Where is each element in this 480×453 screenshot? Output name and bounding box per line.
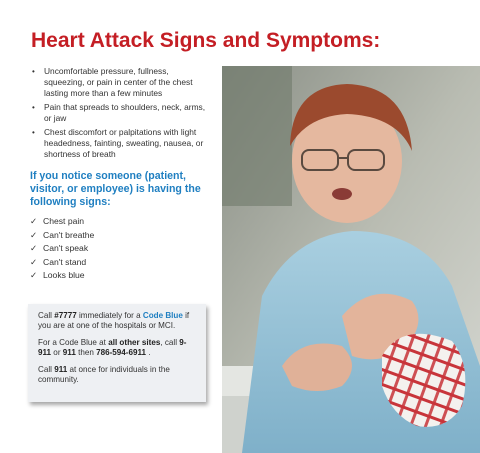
- text: or: [51, 348, 63, 358]
- sign-item: [30, 229, 210, 243]
- text: then: [75, 348, 97, 358]
- symptom-item: • Chest discomfort or palpitations with light headedness, fainting, sweating, nausea, or shortness of breath: [30, 127, 210, 160]
- text: Call: [38, 364, 55, 374]
- symptom-item: • Pain that spreads to shoulders, neck, arms, or jaw: [30, 102, 210, 124]
- check-icon: ✓: [30, 270, 38, 280]
- call-instruction-hospital: [38, 311, 197, 332]
- text: immediately for a: [76, 311, 143, 320]
- phone-number: 9-911: [38, 337, 187, 358]
- signs-checklist: [30, 215, 210, 283]
- text: Call: [38, 311, 55, 320]
- symptom-list: [30, 66, 210, 160]
- phone-number: 911: [54, 364, 68, 374]
- text: , call: [160, 337, 180, 347]
- sign-label: Chest pain: [43, 216, 85, 226]
- left-column: [30, 66, 210, 283]
- call-instruction-other-sites: [38, 338, 197, 359]
- sites-label: all other sites: [108, 337, 161, 347]
- check-icon: ✓: [30, 216, 38, 226]
- phone-number: 786-594-6911: [96, 348, 147, 358]
- text: at once for individuals in the community.: [38, 364, 170, 385]
- phone-number: 911: [62, 348, 76, 358]
- text: if you are at one of the hospitals or MCI.: [38, 311, 190, 331]
- check-icon: ✓: [30, 229, 38, 240]
- woman-chest-pain-photo: [222, 66, 480, 453]
- page-title: Heart Attack Signs and Symptoms:: [31, 29, 381, 52]
- phone-number: #7777: [54, 311, 77, 320]
- sign-label: Can't stand: [43, 256, 87, 267]
- photo-illustration: [222, 66, 480, 453]
- sign-label: Looks blue: [43, 270, 85, 280]
- sign-item: [30, 256, 210, 270]
- sign-item: [30, 215, 210, 229]
- call-instruction-community: [38, 365, 197, 386]
- notice-heading: If you notice someone (patient, visitor, or employee) is having the following signs:: [30, 170, 201, 208]
- text: For a Code Blue at: [38, 337, 109, 347]
- code-blue-label: Code Blue: [142, 311, 183, 320]
- sign-label: Can't breathe: [43, 229, 95, 240]
- check-icon: ✓: [30, 243, 38, 253]
- sign-item: [30, 269, 210, 283]
- sign-label: Can't speak: [43, 243, 89, 253]
- symptom-item: • Uncomfortable pressure, fullness, squeezing, or pain in center of the chest lasting more than a few minutes: [30, 66, 210, 99]
- check-icon: ✓: [30, 256, 38, 267]
- emergency-call-box: [28, 304, 206, 402]
- sign-item: [30, 242, 210, 256]
- text: .: [146, 348, 151, 358]
